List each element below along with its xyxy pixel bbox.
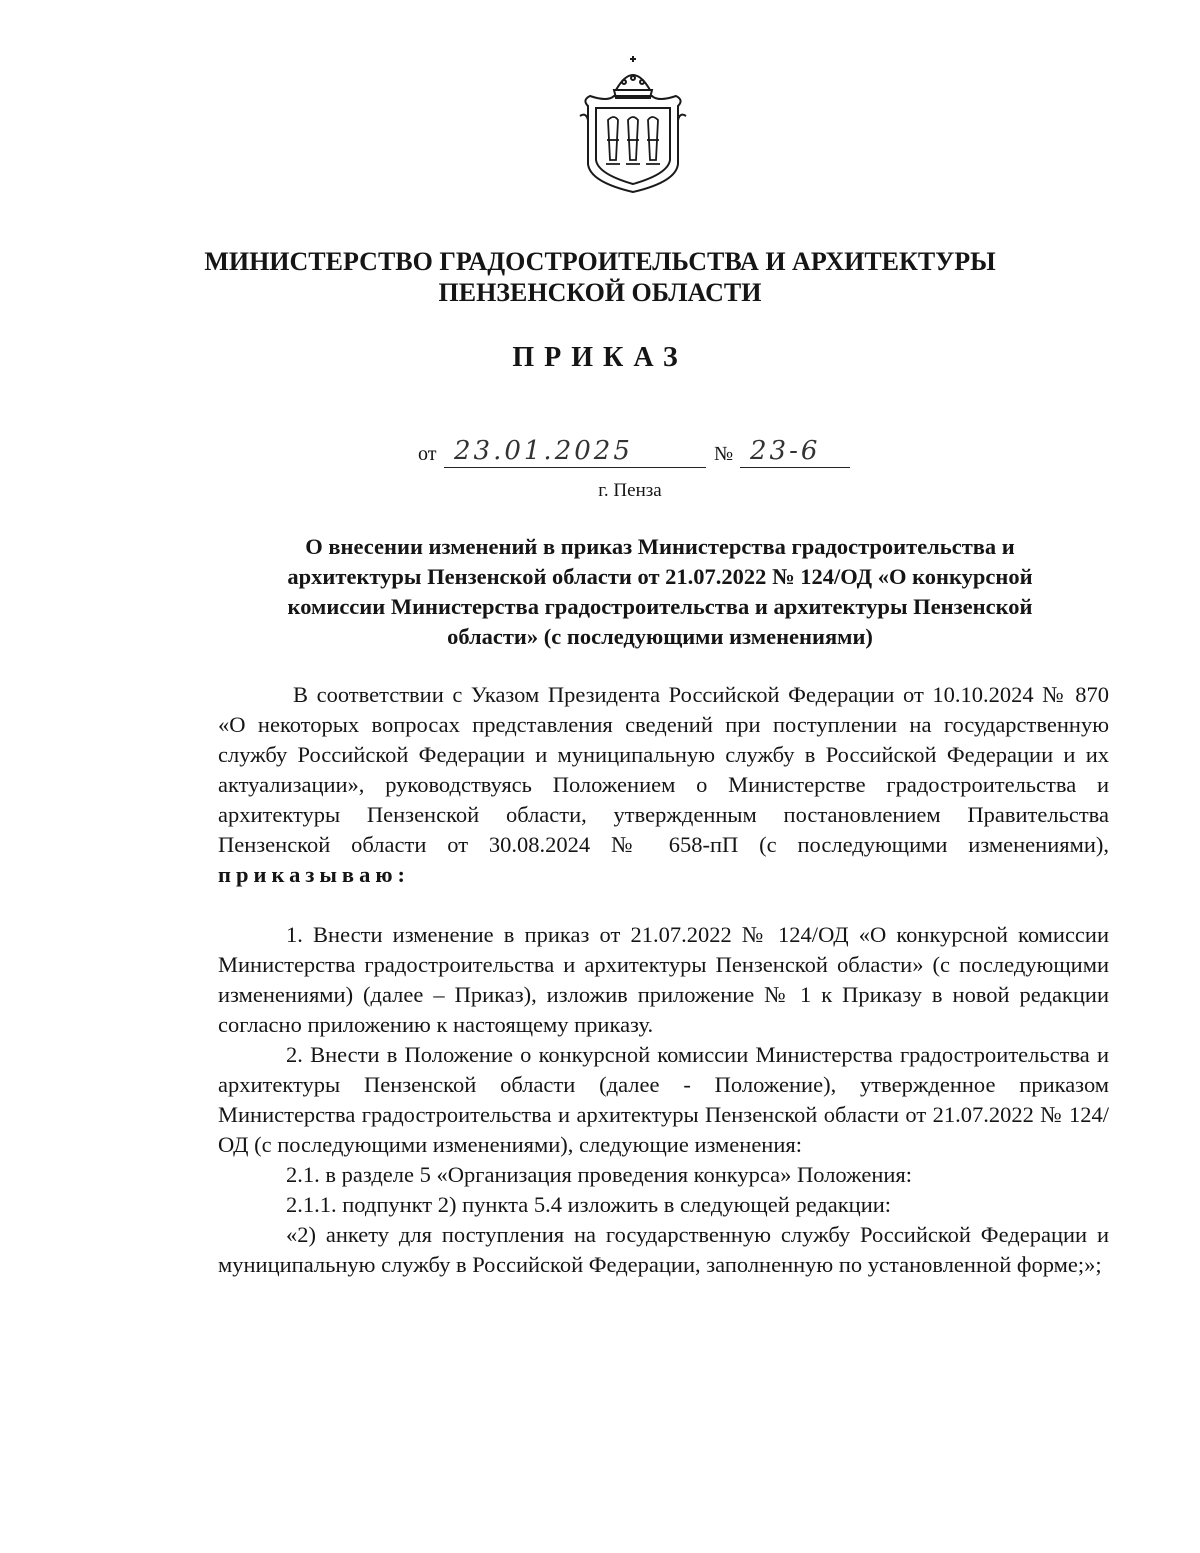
order-date-number-row (418, 432, 858, 472)
ministry-name (150, 246, 1050, 308)
item-2-1-1-paragraph: 2.1.1. подпункт 2) пункта 5.4 изложить в следующей редакции: (286, 1192, 892, 1217)
number-label: № (714, 443, 734, 465)
city-label: г. Пенза (598, 480, 662, 501)
subject-line4: области» (с последующими изменениями) (447, 624, 873, 649)
coat-of-arms-emblem (578, 56, 688, 196)
decree-word: приказываю: (218, 862, 411, 887)
date-label: от (418, 443, 437, 465)
item-2-1-paragraph: 2.1. в разделе 5 «Организация проведения конкурса» Положения: (286, 1162, 913, 1187)
subject-line2: архитектуры Пензенской области от 21.07.2022 № 124/ОД «О конкурсной (287, 564, 1033, 589)
item-2-paragraph: 2. Внести в Положение о конкурсной комиссии Министерства градостроительства и архитектуры Пензенской области (далее - Положение), утвержденное приказом Министерства градостроительства и архитектуры Пензенской области от 21.07.2022 № 124/ОД (с последующими изменениями), следующие изменения: (218, 1042, 1109, 1157)
ministry-name-line1: МИНИСТЕРСТВО ГРАДОСТРОИТЕЛЬСТВА И АРХИТЕКТУРЫ (204, 247, 996, 276)
quote-paragraph: «2) анкету для поступления на государственную службу Российской Федерации и муниципальную службу в Российской Федерации, заполненную по установленной форме;»; (218, 1222, 1109, 1277)
subject-line1: О внесении изменений в приказ Министерства градостроительства и (305, 534, 1015, 559)
item-1-paragraph: 1. Внести изменение в приказ от 21.07.2022 № 124/ОД «О конкурсной комиссии Министерства градостроительства и архитектуры Пензенской области» (с последующими изменениями) (далее – Приказ), изложив приложение № 1 к Приказу в новой редакции согласно приложению к настоящему приказу. (218, 922, 1109, 1037)
order-body (218, 680, 1109, 1280)
preamble-paragraph (218, 680, 1109, 890)
preamble-text: В соответствии с Указом Президента Российской Федерации от 10.10.2024 № 870 «О некоторых вопросах представления сведений при поступлении на государственную службу Российской Федерации и муниципальную службу в Российской Федерации и их актуализации», руководствуясь Положением о Министерстве градостроительства и архитектуры Пензенской области, утвержденным постановлением Правительства Пензенской области от 30.08.2024 № 658-пП (с последующими изменениями), (218, 682, 1109, 857)
handwritten-number: 23-6 (740, 434, 850, 468)
order-subject (195, 532, 1125, 652)
ministry-name-line2: ПЕНЗЕНСКОЙ ОБЛАСТИ (438, 278, 762, 307)
subject-line3: комиссии Министерства градостроительства и архитектуры Пензенской (287, 594, 1033, 619)
handwritten-date: 23.01.2025 (444, 434, 706, 468)
order-title: ПРИКАЗ (512, 342, 688, 373)
